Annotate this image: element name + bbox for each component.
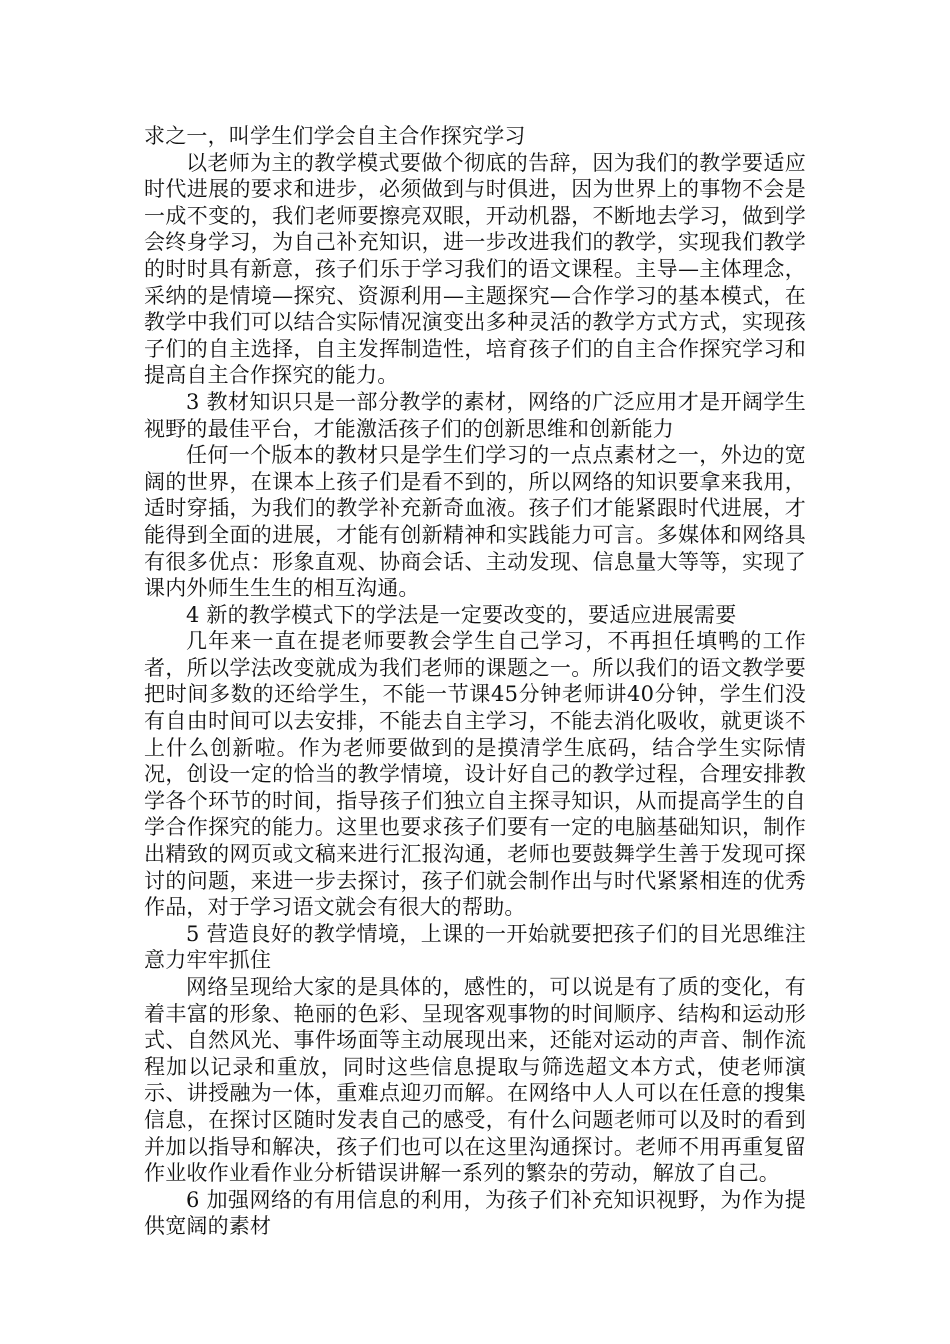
paragraph-learning-methods: 几年来一直在提老师要教会学生自己学习，不再担任填鸭的工作者，所以学法改变就成为我们老师的课题之一。所以我们的语文教学要把时间多数的还给学生，不能一节课45分钟老师讲40分钟，学生们没有自由时间可以去安排，不能去自主学习，不能去消化吸收，就更谈不上什么创新啦。作为老师要做到的是摸清学生底码，结合学生实际情况，创设一定的恰当的教学情境，设计好自己的教学过程，合理安排教学各个环节的时间，指导孩子们独立自主探寻知识，从而提高学生的自学合作探究的能力。这里也要求孩子们要有一定的电脑基础知识，制作出精致的网页或文稿来进行汇报沟通，老师也要鼓舞学生善于发现可探讨的问题，来进一步去探讨，孩子们就会制作出与时代紧紧相连的优秀作品，对于学习语文就会有很大的帮助。 <box>144 629 806 920</box>
document-page <box>144 123 806 1240</box>
section-heading-3: 3 教材知识只是一部分教学的素材，网络的广泛应用才是开阔学生视野的最佳平台，才能激活孩子们的创新思维和创新能力 <box>144 389 806 441</box>
section-heading-6: 6 加强网络的有用信息的利用，为孩子们补充知识视野，为作为提供宽阔的素材 <box>144 1187 806 1239</box>
paragraph-textbook-materials: 任何一个版本的教材只是学生们学习的一点点素材之一，外边的宽阔的世界，在课本上孩子们是看不到的，所以网络的知识要拿来我用，适时穿插，为我们的教学补充新奇血液。孩子们才能紧跟时代进展，才能得到全面的进展，才能有创新精神和实践能力可言。多媒体和网络具有很多优点：形象直观、协商会话、主动发现、信息量大等等，实现了课内外师生生生的相互沟通。 <box>144 443 806 601</box>
section-heading-5: 5 营造良好的教学情境，上课的一开始就要把孩子们的目光思维注意力牢牢抓住 <box>144 921 806 973</box>
paragraph-network-presentation: 网络呈现给大家的是具体的，感性的，可以说是有了质的变化，有着丰富的形象、艳丽的色彩、呈现客观事物的时间顺序、结构和运动形式、自然风光、事件场面等主动展现出来，还能对运动的声音、制作流程加以记录和重放，同时这些信息提取与筛选超文本方式，使老师演示、讲授融为一体，重难点迎刃而解。在网络中人人可以在任意的搜集信息，在探讨区随时发表自己的感受，有什么问题老师可以及时的看到并加以指导和解决，孩子们也可以在这里沟通探讨。老师不用再重复留作业收作业看作业分析错误讲解一系列的繁杂的劳动，解放了自己。 <box>144 975 806 1186</box>
paragraph-continuation: 求之一，叫学生们学会自主合作探究学习 <box>144 124 526 148</box>
paragraph-teacher-centered-model: 以老师为主的教学模式要做个彻底的告辞，因为我们的教学要适应时代进展的要求和进步，必须做到与时俱进，因为世界上的事物不会是一成不变的，我们老师要擦亮双眼，开动机器，不断地去学习，做到学会终身学习，为自己补充知识，进一步改进我们的教学，实现我们教学的时时具有新意，孩子们乐于学习我们的语文课程。主导—主体理念，采纳的是情境—探究、资源利用—主题探究—合作学习的基本模式，在教学中我们可以结合实际情况演变出多种灵活的教学方式方式，实现孩子们的自主选择，自主发挥制造性，培育孩子们的自主合作探究学习和提高自主合作探究的能力。 <box>144 150 806 388</box>
section-heading-4: 4 新的教学模式下的学法是一定要改变的，要适应进展需要 <box>186 602 737 627</box>
